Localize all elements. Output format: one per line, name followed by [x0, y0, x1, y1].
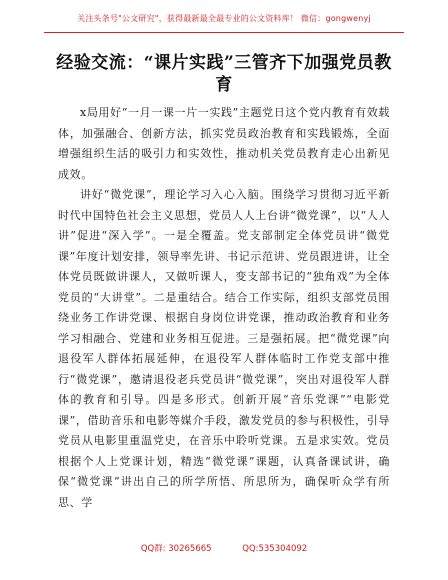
paragraph-weidangke: 讲好“微党课”，理论学习入心入脑。围绕学习贯彻习近平新时代中国特色社会主义思想，党员人人上台讲“微党课”，以“人人讲”促进“深入学”。一是全覆盖。党支部制定全体党员讲“微党课”年度计划安排，领导率先讲、书记示范讲、党员跟进讲，让全体党员既做讲课人，又做听课人，变支部书记的“独角戏”为全体党员的“大讲堂”。二是重结合。结合工作实际，组织支部党员围绕业务工作讲党课、根据自身岗位讲党课，推动政治教育和业务学习相融合、党建和业务相互促进。三是强拓展。把“微党课”向退役军人群体拓展延伸，在退役军人群体临时工作党支部中推行“微党课”，邀请退役老兵党员讲“微党课”，突出对退役军人群体的教育和引导。四是多形式。创新开展“音乐党课”“电影党课”，借助音乐和电影等媒介手段，激发党员的参与积极性，引导党员从电影里重温党史，在音乐中聆听党课。五是求实效。党员根据个人上党课计划，精选“微党课”课题，认真备课试讲，确保“微党课”讲出自己的所学所悟、所思所为，确保听众学有所思、学: [58, 188, 390, 509]
paragraph-intro: x局用好“一月一课一片一实践”主题党日这个党内教育有效载体，加强融合、创新方法，抓实党员政治教育和实践锻炼，全面增强组织生活的吸引力和实效性，推动机关党员教育走心出新见成效。: [58, 106, 390, 181]
document-body: [58, 103, 390, 513]
header-note: 关注头条号"公文研究"，获得最新最全最专业的公文资料库！ 微信：gongwenyj: [77, 14, 371, 23]
header-divider: [44, 32, 404, 33]
footer-note: [0, 542, 448, 554]
document-title: 经验交流：“课片实践”三管齐下加强党员教育: [56, 53, 392, 95]
footer-qq: QQ:535304092: [242, 544, 308, 554]
footer-qq-group: QQ群: 30265665: [140, 544, 212, 554]
